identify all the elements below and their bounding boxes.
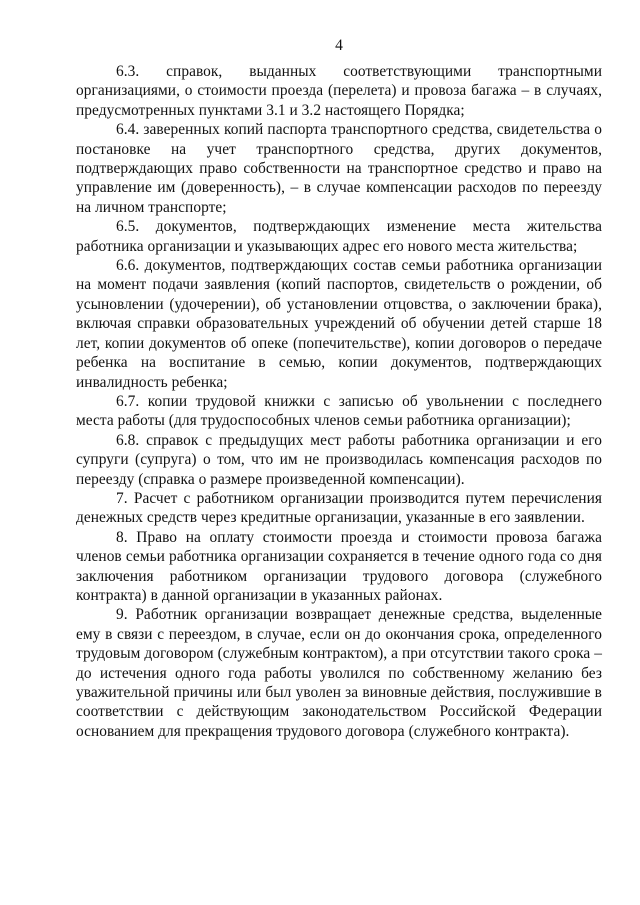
paragraph-6-4: 6.4. заверенных копий паспорта транспортного средства, свидетельства о постановке на учет транспортного средства, других документов, подтверждающих право собственности на транспортное средство и право на управление им (доверенность), – в случае компенсации расходов по переезду на личном транспорте; (76, 121, 602, 216)
page-number: 4 (335, 37, 343, 54)
paragraph-6-3: 6.3. справок, выданных соответствующими транспортными организациями, о стоимости проезда (перелета) и провоза багажа – в случаях, предусмотренных пунктами 3.1 и 3.2 настоящего Порядка; (76, 63, 602, 119)
paragraph-6-8: 6.8. справок с предыдущих мест работы работника организации и его супруги (супруга) о том, что им не производилась компенсация расходов по переезду (справка о размере произведенной компенсации). (76, 431, 602, 488)
paragraph-6-7: 6.7. копии трудовой книжки с записью об увольнении с последнего места работы (для трудоспособных членов семьи работника организации); (76, 392, 602, 430)
paragraph-8: 8. Право на оплату стоимости проезда и стоимости провоза багажа членов семьи работника организации сохраняется в течение одного года со дня заключения работником организации трудового договора (служебного контракта) в данной организации в указанных районах. (76, 528, 602, 604)
paragraph-9: 9. Работник организации возвращает денежные средства, выделенные ему в связи с переездом, в случае, если он до окончания срока, определенного трудовым договором (служебным контрактом), а при отсутствии такого срока – до истечения одного года работы уволился по собственному желанию без уважительной причины или был уволен за виновные действия, послужившие в соответствии с действующим законодательством Российской Федерации основанием для прекращения трудового договора (служебного контракта). (76, 606, 602, 740)
paragraph-7: 7. Расчет с работником организации производится путем перечисления денежных средств через кредитные организации, указанные в его заявлении. (76, 489, 602, 527)
document-page (76, 36, 602, 741)
paragraph-6-6: 6.6. документов, подтверждающих состав семьи работника организации на момент подачи заявления (копий паспортов, свидетельств о рождении, об усыновлении (удочерении), об установлении отцовства, о заключении брака), включая справки образовательных учреждений об обучении детей старше 18 лет, копии документов об опеке (попечительстве), копии договоров о передаче ребенка на воспитание в семью, копии документов, подтверждающих инвалидность ребенка; (76, 257, 602, 391)
paragraph-6-5: 6.5. документов, подтверждающих изменение места жительства работника организации и указывающих адрес его нового места жительства; (76, 218, 602, 255)
